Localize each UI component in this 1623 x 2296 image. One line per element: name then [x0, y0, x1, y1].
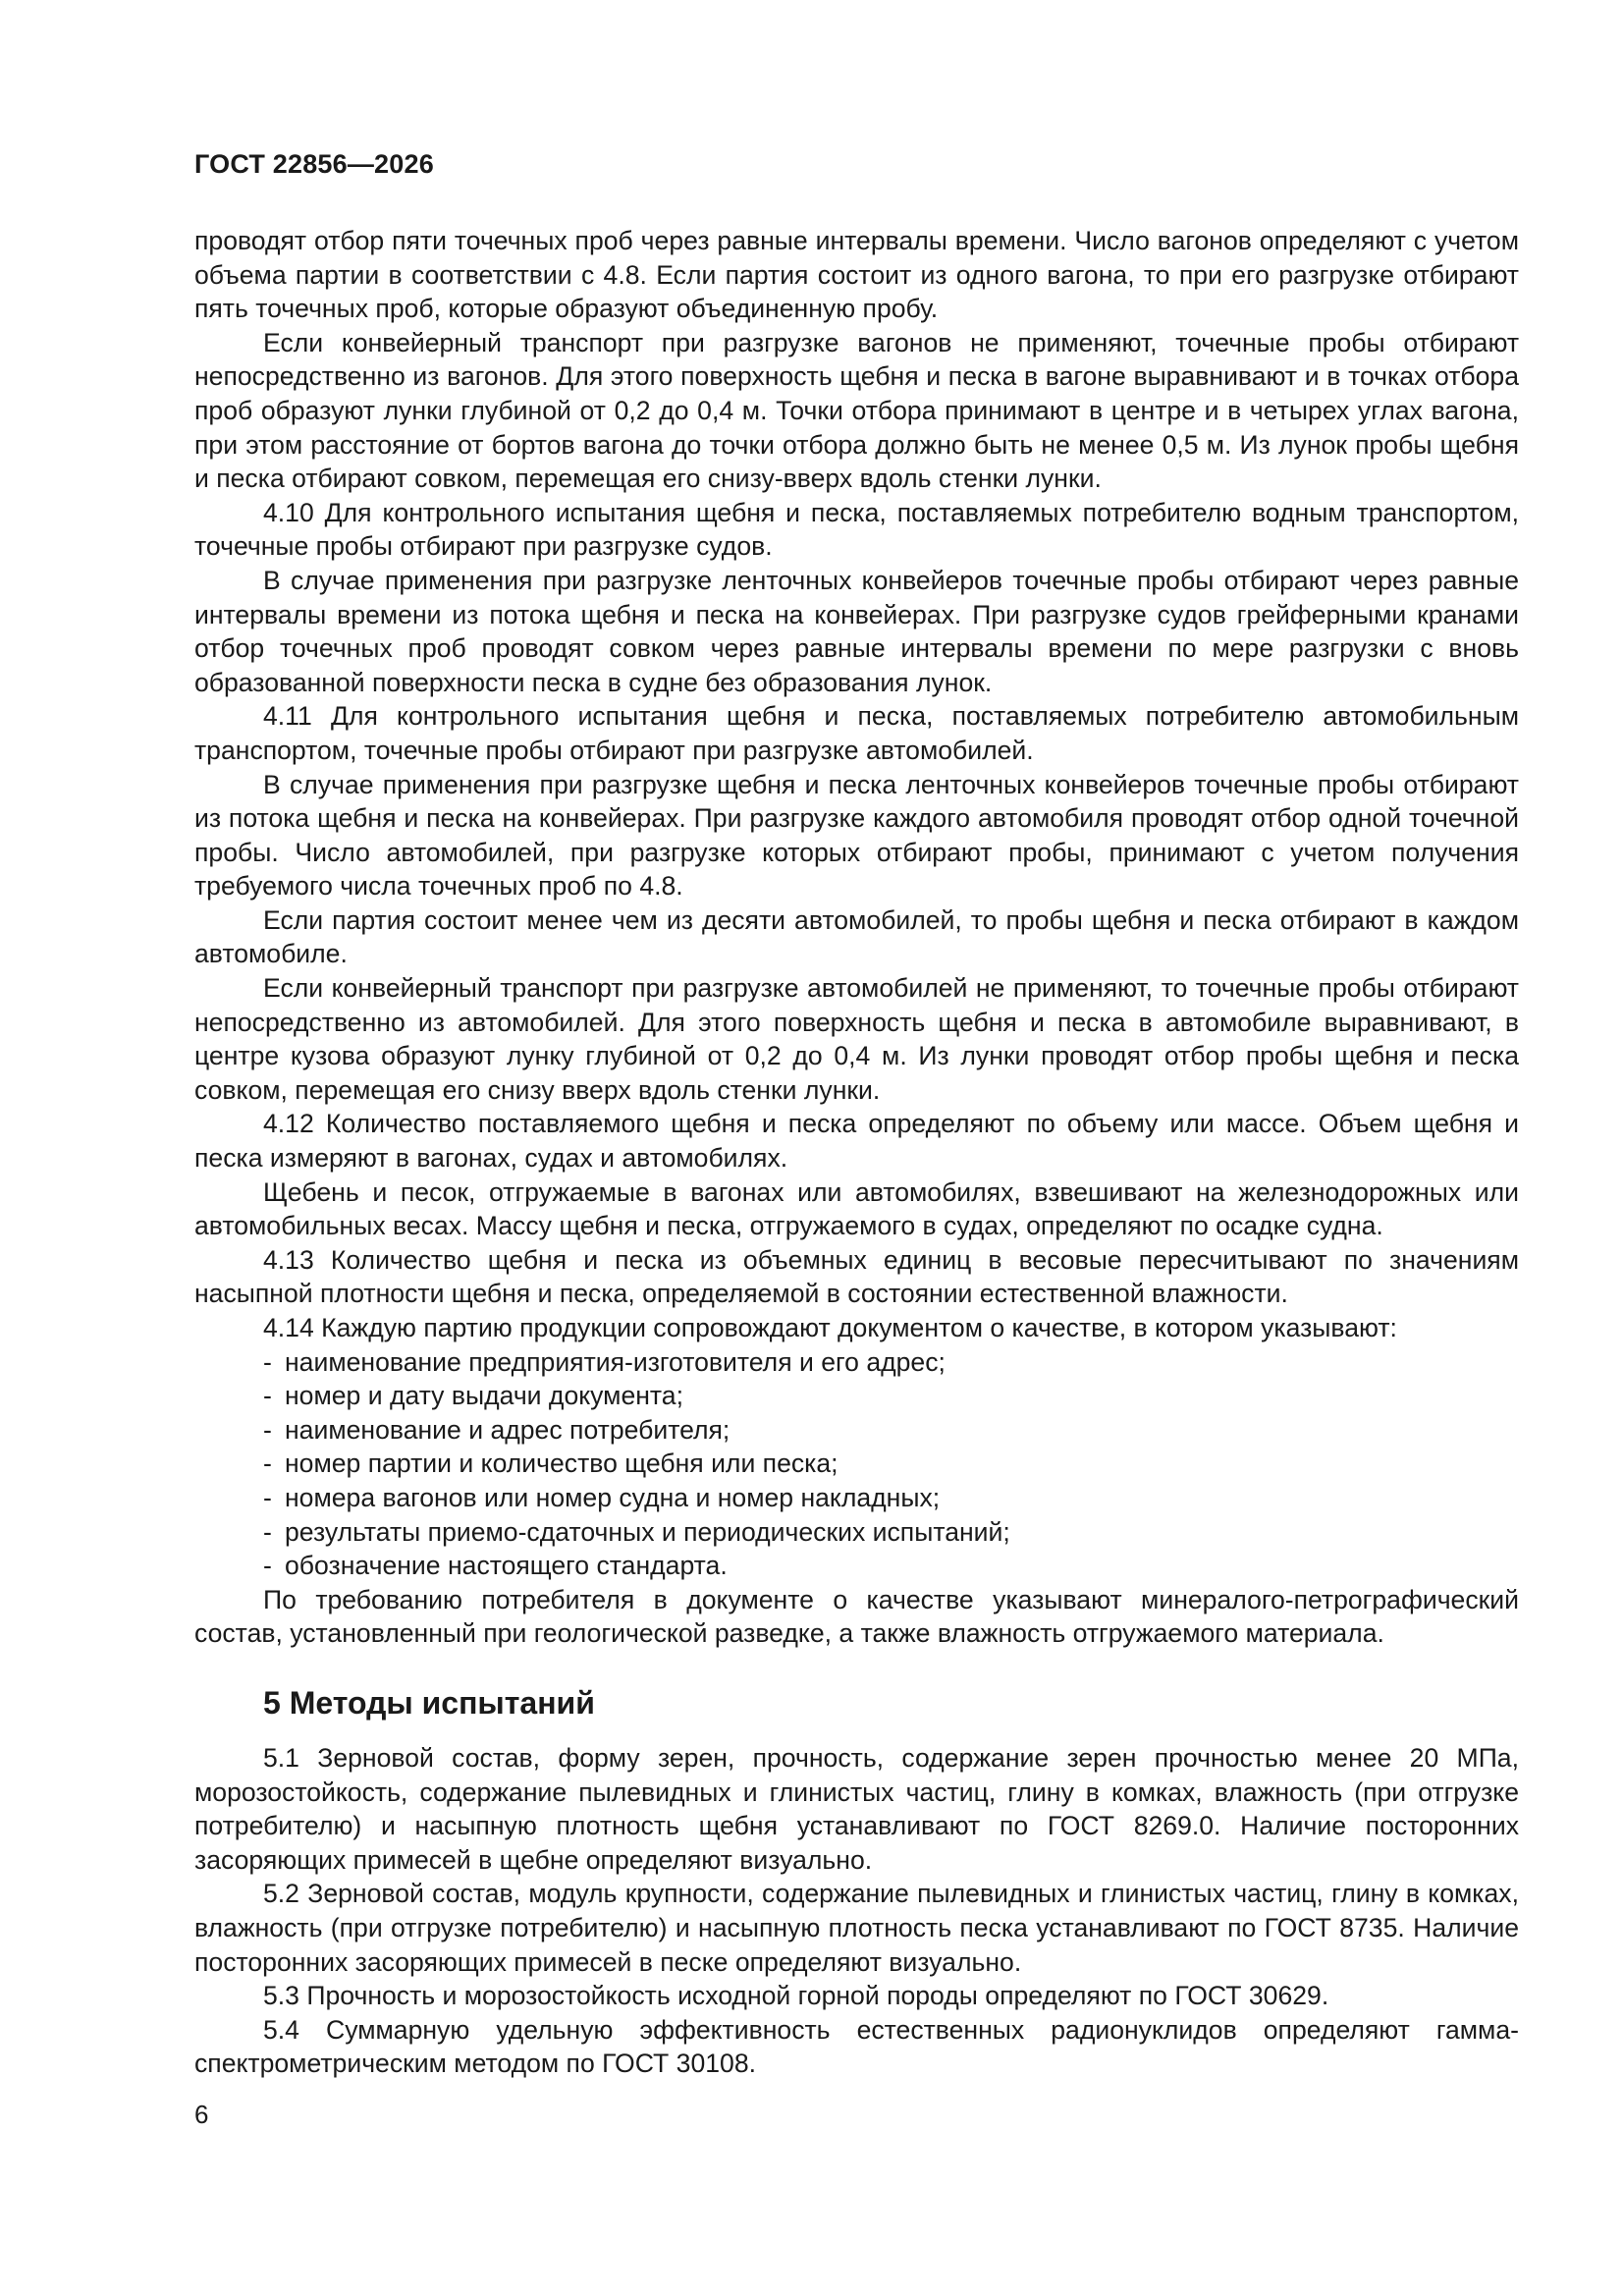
- list-item: [263, 1447, 1519, 1481]
- section-5-heading: 5 Методы испытаний: [263, 1684, 595, 1721]
- document-body: [194, 224, 1519, 2081]
- list-item-text: номер партии и количество щебня или песка;: [285, 1449, 839, 1479]
- clause-5-1: 5.1 Зерновой состав, форму зерен, прочность, содержание зерен прочностью менее 20 МПа, морозостойкость, содержание пылевидных и глинистых частиц, глину в комках, влажность (при отгрузке потребителю) и насыпную плотность щебня устанавливают по ГОСТ 8269.0. Наличие посторонних засоряющих примесей в щебне определяют визуально.: [194, 1742, 1519, 1875]
- standard-code-header: ГОСТ 22856—2026: [194, 149, 434, 179]
- page-number: 6: [194, 2100, 209, 2129]
- dash-marker: -: [263, 1414, 272, 1445]
- paragraph-wagon-sampling: Если конвейерный транспорт при разгрузке вагонов не применяют, точечные пробы отбирают непосредственно из вагонов. Для этого поверхность щебня и песка в вагоне выравнивают и в точках отбора проб образуют лунки глубиной от 0,2 до 0,4 м. Точки отбора принимают в центре и в четырех углах вагона, при этом расстояние от бортов вагона до точки отбора должно быть не менее 0,5 м. Из лунок пробы щебня и песка отбирают совком, перемещая его снизу-вверх вдоль стенки лунки.: [194, 327, 1519, 494]
- list-item-text: обозначение настоящего стандарта.: [285, 1551, 728, 1581]
- paragraph-continuation: проводят отбор пяти точечных проб через равные интервалы времени. Число вагонов определяют с учетом объема партии в соответствии с 4.8. Если партия состоит из одного вагона, то при его разгрузке отбирают пять точечных проб, которые образуют объединенную пробу.: [194, 226, 1519, 324]
- list-item-text: номера вагонов или номер судна и номер накладных;: [285, 1482, 941, 1512]
- list-item-text: результаты приемо-сдаточных и периодических испытаний;: [285, 1516, 1010, 1547]
- paragraph-truck-small-batch: Если партия состоит менее чем из десяти автомобилей, то пробы щебня и песка отбирают в каждом автомобиле.: [194, 904, 1519, 969]
- list-item: [263, 1481, 1519, 1515]
- list-item-text: наименование предприятия-изготовителя и его адрес;: [285, 1346, 946, 1377]
- list-item: [263, 1549, 1519, 1583]
- clause-5-4: 5.4 Суммарную удельную эффективность естественных радионуклидов определяют гамма-спектрометрическим методом по ГОСТ 30108.: [194, 2014, 1519, 2079]
- list-item-text: номер и дату выдачи документа;: [285, 1381, 683, 1411]
- clause-5-3: 5.3 Прочность и морозостойкость исходной горной породы определяют по ГОСТ 30629.: [263, 1981, 1329, 2011]
- clause-4-10: 4.10 Для контрольного испытания щебня и песка, поставляемых потребителю водным транспортом, точечные пробы отбирают при разгрузке судов.: [194, 497, 1519, 562]
- clause-4-14: 4.14 Каждую партию продукции сопровождают документом о качестве, в котором указывают:: [263, 1313, 1397, 1342]
- paragraph-weighing: Щебень и песок, отгружаемые в вагонах или автомобилях, взвешивают на железнодорожных или автомобильных весах. Массу щебня и песка, отгружаемого в судах, определяют по осадке судна.: [194, 1176, 1519, 1241]
- dash-marker: -: [263, 1381, 272, 1411]
- dash-marker: -: [263, 1551, 272, 1581]
- paragraph-truck-direct: Если конвейерный транспорт при разгрузке автомобилей не применяют, то точечные пробы отбирают непосредственно из автомобилей. Для этого поверхность щебня и песка в автомобиле выравнивают, в центре кузова образуют лунку глубиной от 0,2 до 0,4 м. Из лунки проводят отбор пробы щебня и песка совком, перемещая его снизу вверх вдоль стенки лунки.: [194, 973, 1519, 1105]
- paragraph-ship-sampling: В случае применения при разгрузке ленточных конвейеров точечные пробы отбирают через равные интервалы времени из потока щебня и песка на конвейерах. При разгрузке судов грейферными кранами отбор точечных проб проводят совком через равные интервалы времени по мере разгрузки с вновь образованной поверхности песка в судне без образования лунок.: [194, 565, 1519, 697]
- list-item: [263, 1345, 1519, 1380]
- list-item-text: наименование и адрес потребителя;: [285, 1414, 730, 1445]
- clause-4-12: 4.12 Количество поставляемого щебня и песка определяют по объему или массе. Объем щебня и песка измеряют в вагонах, судах и автомобилях.: [194, 1109, 1519, 1174]
- quality-document-list: [194, 1345, 1519, 1583]
- list-item: [263, 1515, 1519, 1550]
- dash-marker: -: [263, 1346, 272, 1377]
- dash-marker: -: [263, 1516, 272, 1547]
- paragraph-mineral-composition: По требованию потребителя в документе о качестве указывают минералого-петрографический состав, установленный при геологической разведке, а также влажность отгружаемого материала.: [194, 1584, 1519, 1649]
- clause-4-11: 4.11 Для контрольного испытания щебня и песка, поставляемых потребителю автомобильным транспортом, точечные пробы отбирают при разгрузке автомобилей.: [194, 701, 1519, 765]
- clause-4-13: 4.13 Количество щебня и песка из объемных единиц в весовые пересчитывают по значениям насыпной плотности щебня и песка, определяемой в состоянии естественной влажности.: [194, 1244, 1519, 1309]
- dash-marker: -: [263, 1449, 272, 1479]
- list-item: [263, 1379, 1519, 1413]
- dash-marker: -: [263, 1482, 272, 1512]
- paragraph-truck-conveyor: В случае применения при разгрузке щебня и песка ленточных конвейеров точечные пробы отбирают из потока щебня и песка на конвейерах. При разгрузке каждого автомобиля проводят отбор одной точечной пробы. Число автомобилей, при разгрузке которых отбирают пробы, принимают с учетом получения требуемого числа точечных проб по 4.8.: [194, 769, 1519, 902]
- clause-5-2: 5.2 Зерновой состав, модуль крупности, содержание пылевидных и глинистых частиц, глину в комках, влажность (при отгрузке потребителю) и насыпную плотность песка устанавливают по ГОСТ 8735. Наличие посторонних засоряющих примесей в песке определяют визуально.: [194, 1879, 1519, 1977]
- list-item: [263, 1413, 1519, 1448]
